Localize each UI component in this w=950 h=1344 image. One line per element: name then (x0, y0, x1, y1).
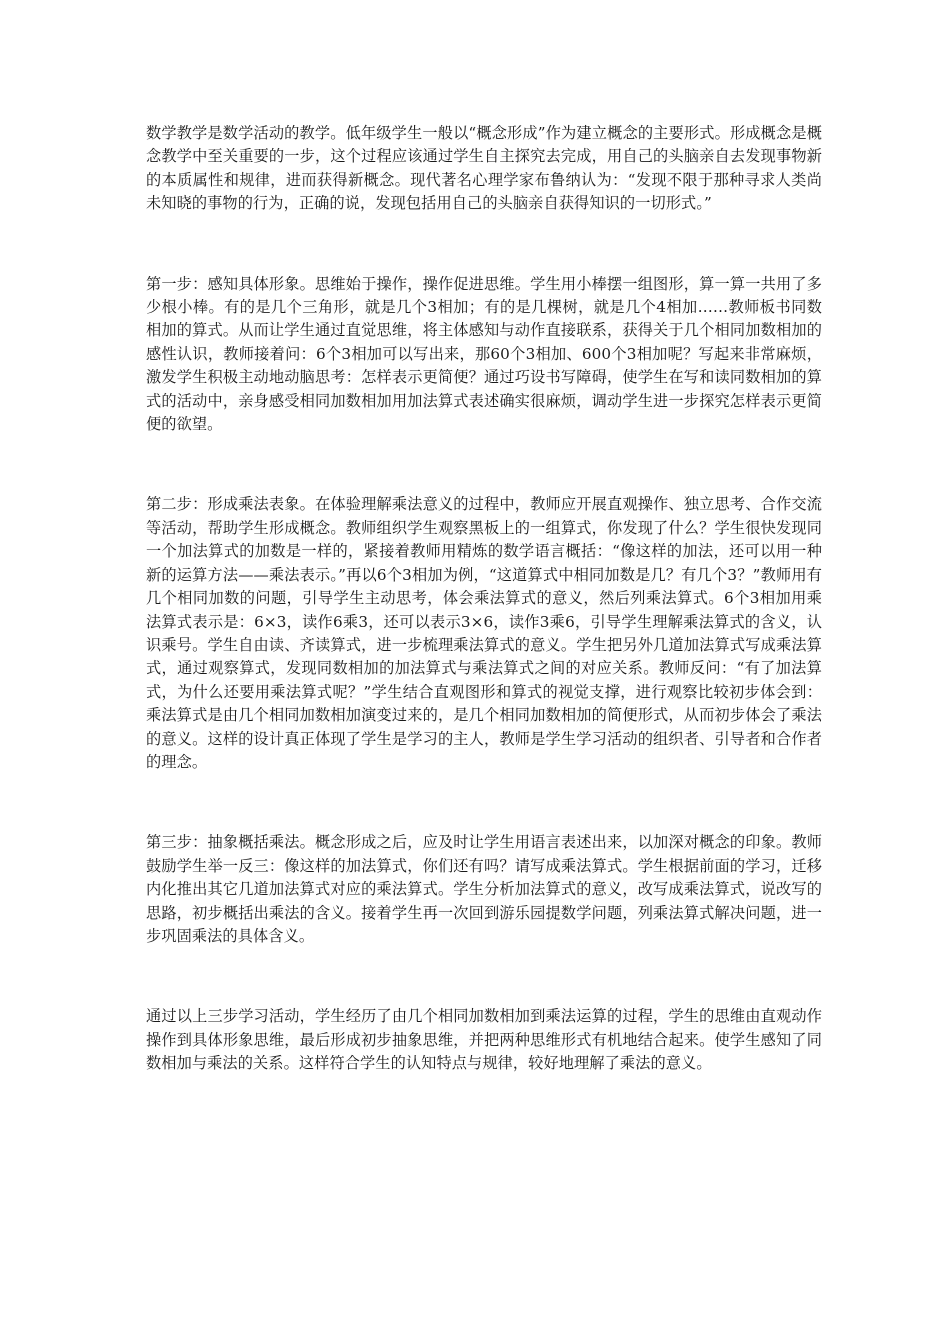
paragraph-conclusion: 通过以上三步学习活动，学生经历了由几个相同加数相加到乘法运算的过程，学生的思维由直观动作操作到具体形象思维，最后形成初步抽象思维，并把两种思维形式有机地结合起来。使学生感知了同数相加与乘法的关系。这样符合学生的认知特点与规律，较好地理解了乘法的意义。 (146, 1007, 822, 1073)
paragraph-step-three: 第三步：抽象概括乘法。概念形成之后，应及时让学生用语言表述出来，以加深对概念的印象。教师鼓励学生举一反三：像这样的加法算式，你们还有吗？请写成乘法算式。学生根据前面的学习，迁移内化推出其它几道加法算式对应的乘法算式。学生分析加法算式的意义，改写成乘法算式，说改写的思路，初步概括出乘法的含义。接着学生再一次回到游乐园提数学问题，列乘法算式解决问题，进一步巩固乘法的具体含义。 (146, 833, 822, 945)
paragraph-intro: 数学教学是数学活动的教学。低年级学生一般以“概念形成”作为建立概念的主要形式。形成概念是概念教学中至关重要的一步，这个过程应该通过学生自主探究去完成，用自己的头脑亲自去发现事物新的本质属性和规律，进而获得新概念。现代著名心理学家布鲁纳认为：“发现不限于那种寻求人类尚未知晓的事物的行为，正确的说，发现包括用自己的头脑亲自获得知识的一切形式。” (146, 124, 822, 213)
paragraph-step-two: 第二步：形成乘法表象。在体验理解乘法意义的过程中，教师应开展直观操作、独立思考、合作交流等活动，帮助学生形成概念。教师组织学生观察黑板上的一组算式，你发现了什么？学生很快发现同一个加法算式的加数是一样的，紧接着教师用精炼的数学语言概括：“像这样的加法，还可以用一种新的运算方法——乘法表示。”再以6个3相加为例，“这道算式中相同加数是几？有几个3？”教师用有几个相同加数的问题，引导学生主动思考，体会乘法算式的意义，然后列乘法算式。6个3相加用乘法算式表示是：6×3，读作6乘3，还可以表示3×6，读作3乘6，引导学生理解乘法算式的含义，认识乘号。学生自由读、齐读算式，进一步梳理乘法算式的意义。学生把另外几道加法算式写成乘法算式，通过观察算式，发现同数相加的加法算式与乘法算式之间的对应关系。教师反问：“有了加法算式，为什么还要用乘法算式呢？”学生结合直观图形和算式的视觉支撑，进行观察比较初步体会到：乘法算式是由几个相同加数相加演变过来的，是几个相同加数相加的简便形式，从而初步体会了乘法的意义。这样的设计真正体现了学生是学习的主人，教师是学生学习活动的组织者、引导者和合作者的理念。 (146, 495, 822, 771)
paragraph-step-one: 第一步：感知具体形象。思维始于操作，操作促进思维。学生用小棒摆一组图形，算一算一共用了多少根小棒。有的是几个三角形，就是几个3相加；有的是几棵树，就是几个4相加……教师板书同数相加的算式。从而让学生通过直觉思维，将主体感知与动作直接联系，获得关于几个相同加数相加的感性认识，教师接着问：6个3相加可以写出来，那60个3相加、600个3相加呢？写起来非常麻烦，激发学生积极主动地动脑思考：怎样表示更简便？通过巧设书写障碍，使学生在写和读同数相加的算式的活动中，亲身感受相同加数相加用加法算式表述确实很麻烦，调动学生进一步探究怎样表示更简便的欲望。 (146, 274, 822, 434)
document-page (146, 122, 822, 1076)
